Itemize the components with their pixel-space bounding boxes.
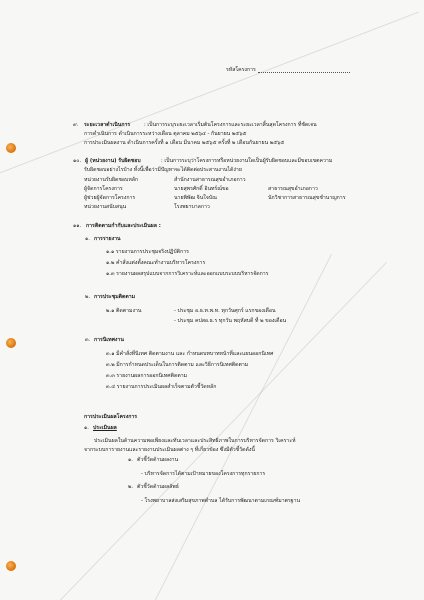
section-9-number: ๙. <box>73 122 79 128</box>
indicator-1-number: ๑. <box>128 457 133 463</box>
group-3-heading: การนิเทศงาน <box>94 337 124 343</box>
section-9-line: : เป็นการระบุระยะเวลาเริ่มต้นโครงการและระยะเวลาสิ้นสุดโครงการ ที่ชัดเจน <box>144 122 317 128</box>
group-2-number: ๒. <box>85 294 91 300</box>
responsible-name: สำนักงานสาธารณสุขอำเภอกาว <box>174 177 246 183</box>
responsible-role: หน่วยงานรับผิดชอบหลัก <box>84 177 139 183</box>
project-code-blank <box>258 72 350 73</box>
punch-hole <box>6 338 16 348</box>
group-2-heading: การประชุมติดตาม <box>94 294 136 300</box>
meeting-item: - ประชุม อ.ธ.ท.พ.ท. ทุกวันศุกร์ แรกของเดือน <box>174 308 276 314</box>
group-3-number: ๓. <box>85 337 91 343</box>
section-10-number: ๑๐. <box>73 158 82 164</box>
responsible-name: นายสุพรศักดิ์ อินทร์ณ์ขอ <box>174 186 229 192</box>
section-9-heading: ระยะเวลาดำเนินการ <box>84 122 131 128</box>
section-10-heading: ผู้ (หน่วยงาน) รับผิดชอบ <box>85 158 141 164</box>
supervision-item: ๓.๔ รายงานการประเมินผลสำเร็จตามตัวชี้วัดหลัก <box>106 384 217 390</box>
section-9-line: การประเมินผลงาน ดำเนินการครั้งที่ ๑ เดือน มีนาคม ๒๕๖๕ ครั้งที่ ๒ เดือนกันยายน ๒๕๖๕ <box>84 140 285 146</box>
group-1-number: ๑. <box>85 236 90 242</box>
punch-hole <box>6 561 16 571</box>
section-11-heading: การติดตามกำกับและประเมินผล : <box>86 223 161 229</box>
indicator-2-item: - โรงพยาบาลส่งเสริมสุขภาพตำบล ได้รับการพัฒนาตามเกณฑ์มาตรฐาน <box>141 498 301 504</box>
group-1-heading: การรายงาน <box>94 236 121 242</box>
report-item: ๑.๓ รายงานผลสรุปแบบจากการวิเคราะห์และออกแบบระบบบริหารจัดการ <box>106 271 269 277</box>
project-code-label: รหัสโครงการ <box>226 67 256 73</box>
section-9-line: การดำเนินการ ดำเนินการระหว่างเดือน ตุลาคม ๒๕๖๔ - กันยายน ๒๕๖๕ <box>84 131 247 137</box>
meeting-item-label: ๒.๑ ติดตามงาน <box>106 308 142 314</box>
punch-hole <box>6 143 16 153</box>
evaluation-paragraph: จากระบบการายงานและรายงานประเมินผลต่าง ๆ ที่เกี่ยวข้อง ซึ่งมีตัวชี้วัดดังนี้ <box>84 447 255 453</box>
section-10-line: : เป็นการระบุว่าโครงการหรือหน่วยงานใดเป็นผู้รับผิดชอบและมีขอบเขตความ <box>161 158 333 164</box>
indicator-1-item: - บริหารจัดการได้ตามเป้าหมายของโครงการทุกรายการ <box>141 471 266 477</box>
report-item: ๑.๒ คำสั่งแต่งตั้งคณะทำงานบริหารโครงการ <box>106 260 206 266</box>
evaluation-sub-heading: ประเมินผล <box>93 425 117 431</box>
indicator-1-heading: ตัวชี้วัดด้านผลงาน <box>137 457 179 463</box>
responsible-name: โรงพยาบาลกาว <box>174 204 210 210</box>
meeting-item: - ประชุม คปสอ.ธ.ร ทุกวัน พฤหัสบดี ที่ ๒ ของเดือน <box>174 318 287 324</box>
responsible-title: นักวิชาการสาธารณสุขชำนาญการ <box>268 195 346 201</box>
indicator-2-number: ๒. <box>128 484 134 490</box>
evaluation-paragraph: ประเมินผลในด้านความพอเพียงและทันเวลาและประสิทธิภาพในการบริหารจัดการ วิเคราะห์ <box>94 438 296 444</box>
supervision-item: ๓.๓ รายงานผลการออกนิเทศติดตาม <box>106 373 188 379</box>
fold-crease <box>0 12 419 181</box>
section-11-number: ๑๑. <box>73 223 82 229</box>
responsible-title: สาธารณสุขอำเภอกาว <box>268 186 318 192</box>
responsible-role: ผู้ช่วยผู้จัดการโครงการ <box>84 195 136 201</box>
evaluation-sub-number: ๑. <box>84 425 89 431</box>
report-item: ๑.๑ รายงานการประชุมจริงปฏิบัติการ <box>106 249 189 255</box>
evaluation-title: การประเมินผลโครงการ <box>84 414 138 420</box>
fold-crease <box>150 254 332 600</box>
section-10-line: รับผิดชอบอย่างไรบ้าง ทั้งนี้เพื่อว่ามีปัญหาจะได้ติดต่อประสานงานได้ง่าย <box>84 167 242 173</box>
responsible-role: หน่วยงานสนับสนุน <box>84 204 127 210</box>
responsible-role: ผู้จัดการโครงการ <box>84 186 123 192</box>
supervision-item: ๓.๑ มีคำสั่งที่นิเทศ ติดตามงาน และ กำหนดบทบาทหน้าที่และแผนออกนิเทศ <box>106 351 274 357</box>
indicator-2-heading: ตัวชี้วัดด้านผลลัพธ์ <box>137 484 179 490</box>
supervision-item: ๓.๒ มีการกำหนดประเด็นในการติดตาม และวิธีการนิเทศติดตาม <box>106 362 249 368</box>
responsible-name: นายพิพัฒ จินใจบัณ <box>174 195 217 201</box>
